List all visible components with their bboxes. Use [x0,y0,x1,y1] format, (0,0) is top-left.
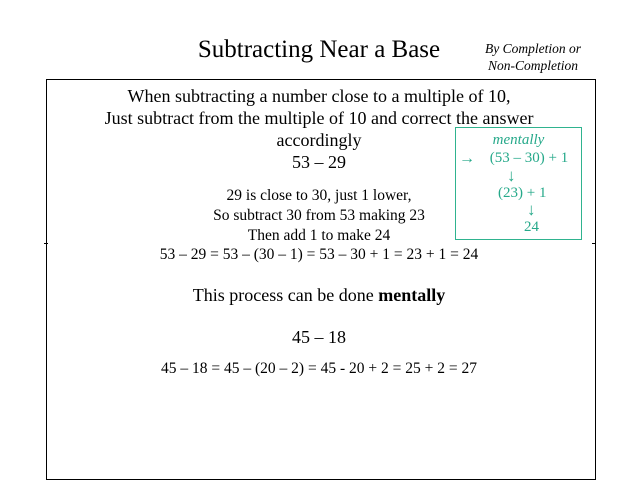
intro-line-2: Just subtract from the multiple of 10 and correct the answer [104,108,534,128]
mental-box-label: mentally [492,132,545,148]
mental-box-line-1: (53 – 30) + 1 [489,150,569,166]
mentally-note [0,285,638,306]
example-problem-2: 45 – 18 [292,327,346,347]
explanation-step-1: 29 is close to 30, just 1 lower, [226,187,412,204]
explanation-step-2: So subtract 30 from 53 making 23 [213,207,425,224]
method-tag [458,40,608,74]
down-arrow-icon: ↓ [507,166,516,185]
equation-2: 45 – 18 = 45 – (20 – 2) = 45 - 20 + 2 = 25 + 2 = 27 [161,360,477,377]
method-tag-line-1: By Completion or [485,41,581,56]
example-problem-1: 53 – 29 [292,152,346,172]
mental-box-line-3: 24 [524,219,539,235]
explanation-step-3: Then add 1 to make 24 [247,227,391,244]
method-tag-line-2: Non-Completion [488,58,578,73]
mental-box-line-2: (23) + 1 [498,185,547,201]
title-text: Subtracting Near a Base [197,36,441,63]
mentally-note-prefix: This process can be done [192,285,379,305]
intro-line-1: When subtracting a number close to a multiple of 10, [127,86,511,106]
down-arrow-icon: ↓ [527,200,536,219]
right-arrow-icon: → [459,150,475,167]
intro-line-3: accordingly [276,130,362,150]
equation-1: 53 – 29 = 53 – (30 – 1) = 53 – 30 + 1 = 23 + 1 = 24 [159,246,479,263]
mentally-note-bold: mentally [378,285,446,305]
